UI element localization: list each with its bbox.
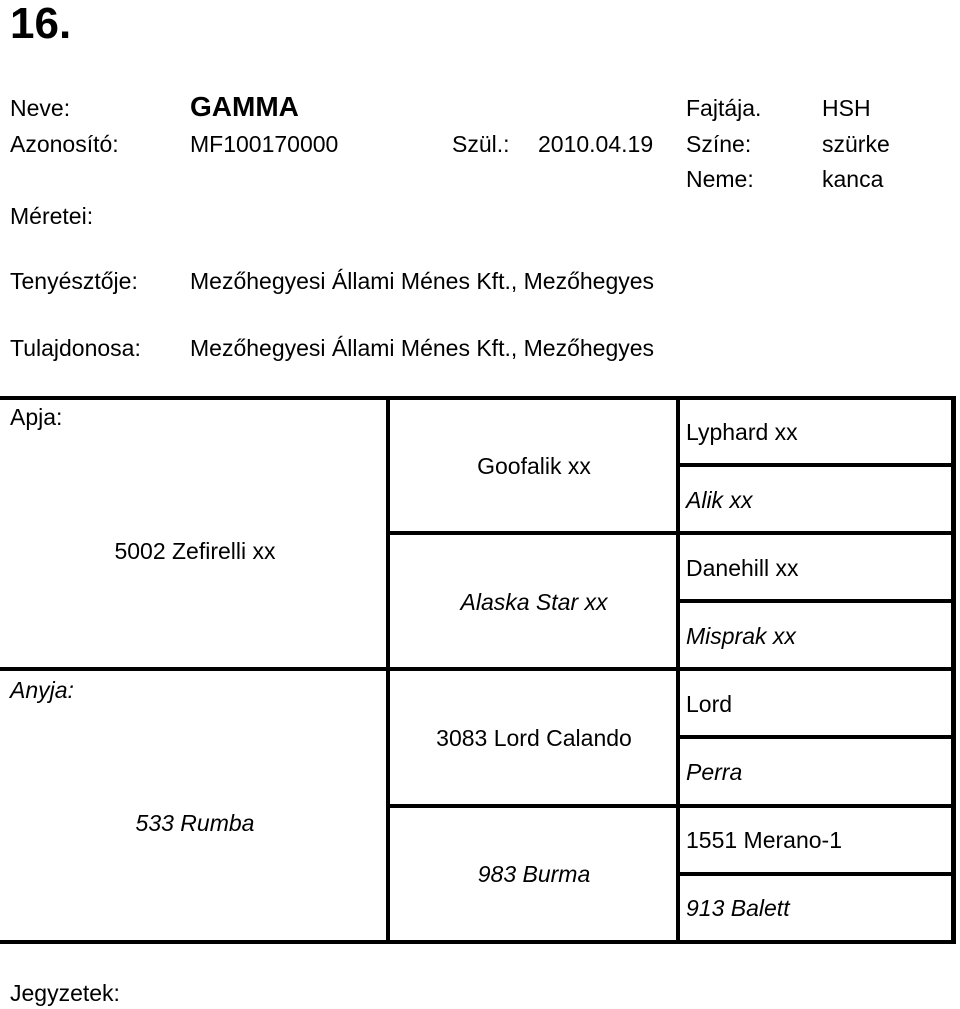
sire-label: Apja:	[10, 404, 63, 430]
dam-label: Anyja:	[10, 677, 74, 703]
name-label: Neve:	[10, 95, 71, 121]
dam-name: 533 Rumba	[135, 810, 255, 836]
size-label: Méretei:	[10, 203, 94, 229]
name-value: GAMMA	[190, 91, 299, 122]
breeder-value: Mezőhegyesi Állami Ménes Kft., Mezőhegyes	[190, 268, 655, 294]
record-number: 16.	[10, 0, 72, 48]
gen3-ancestor-4: Misprak xx	[686, 623, 796, 649]
color-label: Színe:	[686, 131, 752, 157]
grid-gen2-separator-2	[386, 667, 956, 671]
birth-value: 2010.04.19	[538, 131, 654, 157]
notes-label: Jegyzetek:	[10, 980, 120, 1006]
gen3-ancestor-8: 913 Balett	[686, 895, 790, 921]
gen3-ancestor-2: Alik xx	[686, 487, 753, 513]
gen3-ancestor-3: Danehill xx	[686, 555, 799, 581]
dam-sire-name: 3083 Lord Calando	[436, 725, 632, 751]
grid-gen3-separator-2	[676, 599, 956, 603]
grid-gen2-separator-1	[386, 531, 956, 535]
gen3-ancestor-7: 1551 Merano-1	[686, 827, 842, 853]
id-label: Azonosító:	[10, 131, 119, 157]
sex-value: kanca	[822, 166, 884, 192]
sire-dam-name: Alaska Star xx	[460, 589, 608, 615]
gen3-ancestor-1: Lyphard xx	[686, 419, 798, 445]
gen3-ancestor-6: Perra	[686, 759, 743, 785]
owner-label: Tulajdonosa:	[10, 335, 141, 361]
grid-gen2-separator-3	[386, 804, 956, 808]
breed-value: HSH	[822, 95, 871, 121]
id-value: MF100170000	[190, 131, 339, 157]
breeder-label: Tenyésztője:	[10, 268, 138, 294]
sire-sire-name: Goofalik xx	[477, 453, 591, 479]
owner-value: Mezőhegyesi Állami Ménes Kft., Mezőhegyes	[190, 335, 655, 361]
breed-label: Fajtája.	[686, 95, 762, 121]
grid-gen3-separator-3	[676, 735, 956, 739]
grid-gen3-separator-1	[676, 463, 956, 467]
grid-gen3-separator-4	[676, 872, 956, 876]
grid-top-line	[0, 396, 956, 400]
birth-label: Szül.:	[452, 131, 510, 157]
dam-dam-name: 983 Burma	[477, 861, 591, 887]
grid-parent-separator	[0, 667, 388, 671]
gen3-ancestor-5: Lord	[686, 691, 733, 717]
sire-name: 5002 Zefirelli xx	[114, 538, 276, 564]
grid-bottom-line	[0, 940, 956, 944]
color-value: szürke	[822, 131, 890, 157]
sex-label: Neme:	[686, 166, 754, 192]
